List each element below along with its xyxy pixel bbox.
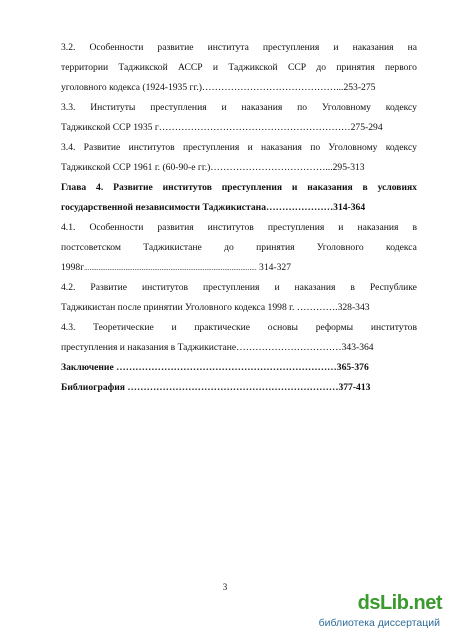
toc-word: 4.1. <box>61 222 76 233</box>
toc-word: Уголовному <box>321 102 371 113</box>
toc-word: и <box>338 222 344 233</box>
toc-entry-3-4-end: Таджикской ССР 1961 г. (60-90-е гг.)………………………………...295-313 <box>61 162 365 173</box>
toc-word: Теоретические <box>93 322 154 333</box>
toc-word: ССР <box>287 62 307 73</box>
toc-word: наказания <box>357 222 399 233</box>
toc-word: и <box>221 102 227 113</box>
toc-word: наказания <box>241 102 283 113</box>
toc-bibliography: Библиография …………………………………………………………377-413 <box>61 382 371 393</box>
toc-word: Институты <box>90 102 136 113</box>
toc-chapter-4-end: государственной независимости Таджикистана…………………314-364 <box>61 202 366 213</box>
toc-word: первого <box>385 62 417 73</box>
toc-word: условиях <box>377 182 417 193</box>
toc-conclusion: Заключение ……………………………………………………………365-376 <box>61 362 369 373</box>
toc-word: Таджикистане <box>143 242 202 253</box>
toc-word: по <box>297 102 308 113</box>
toc-word: территории <box>61 62 109 73</box>
toc-word: Особенности <box>89 42 144 53</box>
toc-entry-4-1-pages: 314-327 <box>256 262 291 273</box>
toc-dot-leader: ................................................................................................ <box>84 264 257 272</box>
toc-word: 4. <box>96 182 104 193</box>
toc-word: институтов <box>207 222 254 233</box>
toc-word: кодексу <box>385 102 417 113</box>
toc-word: реформы <box>315 322 354 333</box>
toc-word: кодексу <box>385 142 417 153</box>
toc-word: и <box>291 182 298 193</box>
toc-word: до <box>316 62 327 73</box>
toc-word: 3.3. <box>61 102 76 113</box>
toc-word: Республике <box>369 282 417 293</box>
toc-entry-4-1-end <box>61 261 417 275</box>
toc-word: наказания <box>261 142 302 153</box>
toc-entry-4-1-cont <box>61 241 417 254</box>
toc-entry-3-3 <box>61 101 417 114</box>
toc-entry-3-2-end: уголовного кодекса (1924-1935 гг.)……………………………………...253-275 <box>61 82 376 93</box>
toc-word: развития <box>157 222 194 233</box>
toc-word: преступления <box>221 182 283 193</box>
toc-word: 3.2. <box>61 42 76 53</box>
toc-entry-3-3-end: Таджикской ССР 1935 г……………………………………………………275-294 <box>61 122 383 133</box>
toc-word: АССР <box>178 62 203 73</box>
toc-entry-4-1 <box>61 221 417 234</box>
toc-word: институтов <box>141 282 189 293</box>
toc-word: и <box>333 42 339 53</box>
toc-word: Развитие <box>90 282 127 293</box>
toc-word: и <box>247 142 253 153</box>
toc-entry-4-3-end: преступления и наказания в Таджикистане……………………………343-364 <box>61 342 374 353</box>
toc-word: кодекса <box>386 242 417 253</box>
toc-word: по <box>310 142 321 153</box>
toc-word: до <box>224 242 234 253</box>
toc-word: в <box>362 182 368 193</box>
toc-word: преступления <box>203 282 260 293</box>
toc-word: в <box>412 222 417 233</box>
toc-word: развитие <box>157 42 194 53</box>
toc-entry-4-1-year: 1998г <box>61 262 85 273</box>
toc-word: институтов <box>162 182 212 193</box>
page-number: 3 <box>222 582 228 592</box>
toc-word: Уголовного <box>316 242 364 253</box>
toc-chapter-4-title <box>61 181 417 194</box>
watermark-caption: библиотека диссертаций <box>318 617 440 629</box>
toc-word: Особенности <box>89 222 144 233</box>
toc-word: институтов <box>370 322 417 333</box>
toc-word: наказания <box>352 42 394 53</box>
toc-word: преступления <box>182 142 240 153</box>
toc-word: Таджикской <box>228 62 278 73</box>
toc-word: принятия <box>256 242 295 253</box>
toc-word: на <box>407 42 417 53</box>
toc-entry-4-2-end: Таджикистан после принятии Уголовного кодекса 1998 г. ………….328-343 <box>61 302 370 313</box>
toc-word: институтов <box>128 142 175 153</box>
toc-word: и <box>171 322 177 333</box>
toc-word: преступления <box>267 222 325 233</box>
toc-word: Уголовному <box>328 142 378 153</box>
toc-word: института <box>207 42 249 53</box>
toc-entry-4-2 <box>61 281 417 294</box>
toc-entry-4-3 <box>61 321 417 334</box>
toc-entry-3-2-cont <box>61 61 417 74</box>
toc-entry-3-4 <box>61 141 417 154</box>
toc-word: практические <box>194 322 251 333</box>
toc-word: Развитие <box>83 142 121 153</box>
toc-word: основы <box>267 322 298 333</box>
toc-word: постсоветском <box>61 242 121 253</box>
toc-entry-3-2 <box>61 41 417 54</box>
toc-word: 4.3. <box>61 322 76 333</box>
toc-word: наказания <box>307 182 353 193</box>
toc-word: в <box>350 282 355 293</box>
watermark-logo: dsLib.net <box>357 592 442 614</box>
toc-word: преступления <box>150 102 207 113</box>
toc-word: Развитие <box>113 182 153 193</box>
toc-word: Глава <box>61 182 87 193</box>
toc-word: Таджикской <box>118 62 168 73</box>
toc-word: преступления <box>262 42 320 53</box>
toc-word: и <box>212 62 219 73</box>
toc-word: 4.2. <box>61 282 76 293</box>
toc-word: и <box>274 282 280 293</box>
toc-word: 3.4. <box>61 142 76 153</box>
toc-word: принятия <box>336 62 375 73</box>
toc-word: наказания <box>294 282 336 293</box>
